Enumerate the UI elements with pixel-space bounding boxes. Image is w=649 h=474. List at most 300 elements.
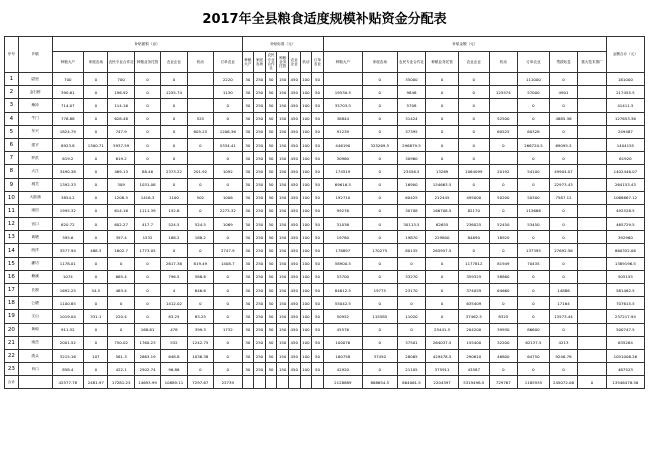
- standard-cell: 100: [300, 270, 312, 283]
- area-cell: 0: [187, 363, 213, 376]
- area-cell: 858.4: [52, 363, 84, 376]
- area-cell: 0: [214, 349, 243, 362]
- row-total: 1068667.12: [606, 191, 644, 204]
- amount-cell: 13573.44: [549, 310, 578, 323]
- area-cell: 0: [134, 125, 160, 138]
- area-cell: 1031.08: [134, 178, 160, 191]
- amount-cell: 0: [549, 99, 578, 112]
- standard-cell: 450: [288, 363, 300, 376]
- area-cell: 3854.2: [52, 191, 84, 204]
- area-cell: 196.92: [108, 86, 134, 99]
- amount-cell: 0: [458, 178, 489, 191]
- amount-cell: 69616.5: [323, 178, 362, 191]
- standard-cell: 450: [288, 125, 300, 138]
- standard-cell: 50: [265, 204, 277, 217]
- standard-cell: 30: [242, 218, 254, 231]
- standard-cell: 150: [277, 99, 289, 112]
- standard-cell: 50: [265, 336, 277, 349]
- amount-cell: 0: [426, 73, 459, 86]
- amount-cell: 446190: [323, 138, 362, 151]
- area-cell: 0: [214, 363, 243, 376]
- standard-cell: 50: [312, 152, 324, 165]
- row-number: 7: [5, 152, 19, 165]
- standard-cell: 30: [242, 178, 254, 191]
- area-cell: 665.4: [108, 270, 134, 283]
- amount-cell: 18920: [489, 231, 518, 244]
- area-cell: 488.3: [84, 244, 108, 257]
- row-total: 392960: [606, 231, 644, 244]
- standard-cell: 50: [265, 349, 277, 362]
- subheader-amt-3: 种粮业务托管: [426, 52, 459, 73]
- standard-cell: 250: [254, 112, 266, 125]
- area-cell: 5937.59: [108, 138, 134, 151]
- subheader-std-0: 种粮大户: [242, 52, 254, 73]
- area-cell: 1300.71: [84, 138, 108, 151]
- area-cell: [187, 73, 213, 86]
- amount-cell: [489, 73, 518, 86]
- total-blank: [18, 376, 52, 389]
- amount-cell: 0: [426, 270, 459, 283]
- amount-cell: 0: [362, 165, 397, 178]
- area-cell: 478: [161, 323, 187, 336]
- area-cell: 54.5: [84, 284, 108, 297]
- standard-cell: 50: [312, 231, 324, 244]
- standard-cell: 100: [300, 204, 312, 217]
- amount-cell: 52450: [489, 218, 518, 231]
- standard-cell: 450: [288, 191, 300, 204]
- area-cell: 0: [84, 204, 108, 217]
- standard-cell: 50: [265, 270, 277, 283]
- table-row: [5, 257, 645, 270]
- area-cell: 0: [84, 112, 108, 125]
- area-cell: 1006: [214, 191, 243, 204]
- area-cell: 819.49: [187, 257, 213, 270]
- standard-cell: 250: [254, 99, 266, 112]
- amount-cell: [578, 244, 607, 257]
- town-name: 西洋: [18, 244, 52, 257]
- total-value: 1185935: [518, 376, 550, 389]
- area-cell: 0: [214, 284, 243, 297]
- area-cell: 0: [214, 99, 243, 112]
- amount-cell: 154663.5: [426, 178, 459, 191]
- row-total: 492528.5: [606, 204, 644, 217]
- subheader-area-0: 种粮大户: [52, 52, 84, 73]
- row-number: 6: [5, 138, 19, 151]
- total-value: [265, 376, 277, 389]
- standard-cell: 30: [242, 284, 254, 297]
- amount-cell: 204200: [458, 323, 489, 336]
- amount-cell: 0: [458, 138, 489, 151]
- amount-cell: 17164: [549, 297, 578, 310]
- town-name: 黄塘: [18, 231, 52, 244]
- subheader-area-2: 农民专业合作社: [108, 52, 134, 73]
- area-cell: 417.7: [134, 218, 160, 231]
- amount-cell: 42920: [323, 363, 362, 376]
- amount-cell: 0: [518, 284, 550, 297]
- area-cell: [187, 99, 213, 112]
- standard-cell: 50: [312, 244, 324, 257]
- amount-cell: 0: [426, 257, 459, 270]
- amount-cell: 0: [489, 297, 518, 310]
- amount-cell: [578, 323, 607, 336]
- standard-cell: 50: [312, 165, 324, 178]
- area-cell: 3577.94: [52, 244, 84, 257]
- standard-cell: 150: [277, 73, 289, 86]
- amount-cell: 1064099: [458, 165, 489, 178]
- standard-cell: 100: [300, 244, 312, 257]
- table-row: [5, 112, 645, 125]
- area-cell: 1824.79: [52, 125, 84, 138]
- amount-cell: 0: [362, 363, 397, 376]
- amount-cell: 0: [489, 204, 518, 217]
- amount-cell: 54100: [518, 165, 550, 178]
- amount-cell: 0: [362, 231, 397, 244]
- amount-cell: 33270: [397, 270, 426, 283]
- table-row: [5, 297, 645, 310]
- standard-cell: 250: [254, 218, 266, 231]
- amount-cell: [578, 86, 607, 99]
- amount-cell: [323, 73, 362, 86]
- standard-cell: 50: [265, 297, 277, 310]
- area-cell: 390.61: [52, 86, 84, 99]
- amount-cell: [578, 336, 607, 349]
- area-cell: 1111.39: [134, 204, 160, 217]
- amount-cell: 229800: [426, 231, 459, 244]
- area-cell: 0: [84, 363, 108, 376]
- area-cell: 0: [214, 112, 243, 125]
- area-cell: 1602.7: [108, 244, 134, 257]
- area-cell: 331.1: [84, 310, 108, 323]
- area-cell: 0: [134, 112, 160, 125]
- standard-cell: 450: [288, 310, 300, 323]
- area-cell: 0: [84, 86, 108, 99]
- standard-cell: 150: [277, 152, 289, 165]
- area-cell: 0: [134, 86, 160, 99]
- amount-cell: 0: [549, 73, 578, 86]
- amount-cell: 0: [549, 323, 578, 336]
- area-cell: 0: [84, 125, 108, 138]
- area-cell: 201.92: [187, 165, 213, 178]
- total-value: 0: [578, 376, 607, 389]
- total-value: 2481.97: [84, 376, 108, 389]
- area-cell: 5334.41: [214, 138, 243, 151]
- area-cell: 561.3: [108, 349, 134, 362]
- standard-cell: 250: [254, 323, 266, 336]
- amount-cell: 52500: [489, 112, 518, 125]
- area-cell: 0: [161, 244, 187, 257]
- area-cell: 0: [84, 270, 108, 283]
- row-total: 61920: [606, 152, 644, 165]
- standard-cell: 250: [254, 191, 266, 204]
- area-cell: 605.25: [187, 125, 213, 138]
- amount-cell: 0: [549, 204, 578, 217]
- total-value: 17281.23: [108, 376, 134, 389]
- amount-cell: 0: [362, 125, 397, 138]
- amount-cell: 0: [426, 125, 459, 138]
- amount-cell: 0: [489, 138, 518, 151]
- total-value: 14693.99: [134, 376, 160, 389]
- amount-cell: 60525: [489, 125, 518, 138]
- area-cell: 0: [134, 73, 160, 86]
- town-name: 东兴: [18, 125, 52, 138]
- amount-cell: 0: [518, 363, 550, 376]
- amount-cell: 0: [362, 336, 397, 349]
- amount-cell: 0: [518, 152, 550, 165]
- area-cell: 700: [52, 73, 84, 86]
- amount-cell: 37450: [362, 349, 397, 362]
- area-cell: 399.3: [187, 323, 213, 336]
- row-number: 15: [5, 257, 19, 270]
- standard-cell: 450: [288, 204, 300, 217]
- standard-cell: 30: [242, 257, 254, 270]
- header-group-amount: 补贴金额（元）: [323, 37, 606, 52]
- page-title: 2017年全县粮食适度规模补贴资金分配表: [202, 12, 447, 27]
- standard-cell: 30: [242, 204, 254, 217]
- standard-cell: 50: [265, 244, 277, 257]
- row-number: 4: [5, 112, 19, 125]
- amount-cell: 4885.36: [549, 112, 578, 125]
- area-cell: 796.5: [161, 270, 187, 283]
- standard-cell: 450: [288, 138, 300, 151]
- area-cell: 0: [84, 178, 108, 191]
- table-row: [5, 323, 645, 336]
- standard-cell: 30: [242, 323, 254, 336]
- area-cell: 0: [134, 297, 160, 310]
- amount-cell: 28065: [397, 349, 426, 362]
- total-value: [254, 376, 266, 389]
- amount-cell: 86600: [518, 323, 550, 336]
- amount-cell: 14886: [549, 284, 578, 297]
- area-cell: 1130: [214, 86, 243, 99]
- standard-cell: 50: [312, 73, 324, 86]
- area-cell: 0: [134, 257, 160, 270]
- town-name: 金石桥: [18, 86, 52, 99]
- town-name: 湾头: [18, 349, 52, 362]
- total-value: [288, 376, 300, 389]
- amount-cell: 0: [458, 112, 489, 125]
- amount-cell: 53450: [518, 218, 550, 231]
- amount-cell: 0: [458, 73, 489, 86]
- area-cell: 96.86: [161, 363, 187, 376]
- amount-cell: 39930: [489, 323, 518, 336]
- amount-cell: 0: [458, 125, 489, 138]
- amount-cell: 69095.5: [549, 138, 578, 151]
- amount-cell: [578, 138, 607, 151]
- row-number: 10: [5, 191, 19, 204]
- area-cell: 1069: [214, 218, 243, 231]
- amount-cell: 0: [518, 310, 550, 323]
- row-total: 465729.5: [606, 218, 644, 231]
- standard-cell: 450: [288, 244, 300, 257]
- row-total: 249487: [606, 125, 644, 138]
- row-total: 581462.5: [606, 284, 644, 297]
- amount-cell: 64750: [518, 349, 550, 362]
- standard-cell: 100: [300, 112, 312, 125]
- standard-cell: 250: [254, 310, 266, 323]
- amount-cell: 30708: [397, 204, 426, 217]
- amount-cell: 50300: [518, 191, 550, 204]
- area-cell: 1732: [214, 323, 243, 336]
- amount-cell: 0: [518, 112, 550, 125]
- standard-cell: 50: [312, 86, 324, 99]
- amount-cell: 0: [458, 152, 489, 165]
- amount-cell: 0: [362, 297, 397, 310]
- row-number: 17: [5, 284, 19, 297]
- area-cell: 0: [187, 244, 213, 257]
- amount-cell: 82170: [458, 204, 489, 217]
- row-total: 860352.06: [606, 244, 644, 257]
- amount-cell: 0: [362, 191, 397, 204]
- area-cell: 0: [161, 112, 187, 125]
- amount-cell: 60328: [518, 125, 550, 138]
- standard-cell: 450: [288, 86, 300, 99]
- area-cell: 620.72: [52, 218, 84, 231]
- area-cell: 1242.75: [187, 336, 213, 349]
- amount-cell: 0: [362, 204, 397, 217]
- amount-cell: 84612.5: [323, 284, 362, 297]
- town-name: 文山: [18, 310, 52, 323]
- amount-cell: 0: [518, 178, 550, 191]
- row-number: 1: [5, 73, 19, 86]
- standard-cell: 100: [300, 336, 312, 349]
- amount-cell: 50200: [489, 191, 518, 204]
- row-total: 1051006.26: [606, 349, 644, 362]
- row-number: 2: [5, 86, 19, 99]
- standard-cell: 150: [277, 323, 289, 336]
- amount-cell: 0: [362, 86, 397, 99]
- standard-cell: 250: [254, 73, 266, 86]
- area-cell: 83.25: [187, 310, 213, 323]
- area-cell: 395.6: [52, 231, 84, 244]
- standard-cell: 50: [312, 99, 324, 112]
- amount-cell: 115585: [362, 310, 397, 323]
- standard-cell: 450: [288, 218, 300, 231]
- area-cell: 1416.3: [134, 191, 160, 204]
- town-name: 尉里: [18, 73, 52, 86]
- subheader-std-6: 订单农业: [312, 52, 324, 73]
- amount-cell: 58900.5: [323, 257, 362, 270]
- amount-cell: 0: [458, 244, 489, 257]
- amount-cell: 0: [458, 86, 489, 99]
- subheader-amt-8: 重大技术推广: [578, 52, 607, 73]
- amount-cell: 0: [426, 284, 459, 297]
- area-cell: 0: [108, 257, 134, 270]
- amount-cell: [578, 112, 607, 125]
- amount-cell: 0: [549, 363, 578, 376]
- table-row: [5, 99, 645, 112]
- standard-cell: 250: [254, 165, 266, 178]
- area-cell: 588.6: [187, 270, 213, 283]
- standard-cell: 450: [288, 99, 300, 112]
- standard-cell: 50: [312, 363, 324, 376]
- area-cell: 0: [214, 231, 243, 244]
- standard-cell: 100: [300, 297, 312, 310]
- standard-cell: 250: [254, 138, 266, 151]
- area-cell: 532: [161, 336, 187, 349]
- area-cell: 1412.02: [161, 297, 187, 310]
- row-number: 3: [5, 99, 19, 112]
- row-total: 41411.5: [606, 99, 644, 112]
- area-cell: [187, 86, 213, 99]
- amount-cell: 0: [489, 363, 518, 376]
- area-cell: 1995.32: [52, 204, 84, 217]
- area-cell: 0: [134, 99, 160, 112]
- area-cell: 0: [161, 152, 187, 165]
- row-number: 20: [5, 323, 19, 336]
- total-value: [312, 376, 324, 389]
- amount-cell: 0: [426, 297, 459, 310]
- area-cell: 0: [134, 270, 160, 283]
- standard-cell: 50: [265, 323, 277, 336]
- town-name: 大郎浦: [18, 191, 52, 204]
- amount-cell: 58860: [489, 270, 518, 283]
- standard-cell: 450: [288, 336, 300, 349]
- area-cell: 1392.33: [52, 178, 84, 191]
- amount-cell: 374059: [458, 284, 489, 297]
- amount-cell: [578, 257, 607, 270]
- amount-cell: 37395: [397, 125, 426, 138]
- area-cell: 0: [161, 99, 187, 112]
- subheader-area-5: 机动: [187, 52, 213, 73]
- amount-cell: 0: [362, 112, 397, 125]
- amount-cell: 0: [518, 297, 550, 310]
- amount-cell: 4901: [549, 86, 578, 99]
- header-grand-total: 金额合计（元）: [606, 37, 644, 73]
- amount-cell: 0: [549, 125, 578, 138]
- area-cell: 0: [187, 204, 213, 217]
- amount-cell: 9246.76: [549, 349, 578, 362]
- area-cell: 1092: [214, 165, 243, 178]
- total-value: 2128889: [323, 376, 362, 389]
- area-cell: 188.2: [187, 231, 213, 244]
- standard-cell: 50: [265, 86, 277, 99]
- town-name: 黄峪: [18, 323, 52, 336]
- row-number: 14: [5, 244, 19, 257]
- amount-cell: 113666: [518, 204, 550, 217]
- area-cell: 1100.85: [52, 297, 84, 310]
- area-cell: 0: [161, 138, 187, 151]
- amount-cell: 0: [426, 112, 459, 125]
- standard-cell: 50: [312, 257, 324, 270]
- town-name: 罗洪: [18, 152, 52, 165]
- amount-cell: 0: [549, 270, 578, 283]
- total-value: 5319498.5: [458, 376, 489, 389]
- amount-cell: 0: [518, 231, 550, 244]
- table-row: [5, 270, 645, 283]
- standard-cell: 150: [277, 112, 289, 125]
- standard-cell: 30: [242, 138, 254, 151]
- amount-cell: 0: [426, 152, 459, 165]
- amount-cell: 19870: [397, 231, 426, 244]
- area-cell: 648.8: [161, 349, 187, 362]
- standard-cell: 100: [300, 363, 312, 376]
- row-total: 500747.5: [606, 323, 644, 336]
- standard-cell: 50: [312, 204, 324, 217]
- header-group-area: 补贴面积（亩）: [52, 37, 242, 52]
- amount-cell: [578, 191, 607, 204]
- area-cell: 614.16: [108, 204, 134, 217]
- amount-cell: 70435: [518, 257, 550, 270]
- area-cell: 168.61: [134, 323, 160, 336]
- amount-cell: 80135: [397, 244, 426, 257]
- amount-cell: 62137.5: [518, 336, 550, 349]
- row-number: 16: [5, 270, 19, 283]
- amount-cell: 192710: [323, 191, 362, 204]
- total-value: 245072.06: [549, 376, 578, 389]
- row-number: 22: [5, 349, 19, 362]
- standard-cell: 50: [265, 363, 277, 376]
- area-cell: 2273.32: [214, 204, 243, 217]
